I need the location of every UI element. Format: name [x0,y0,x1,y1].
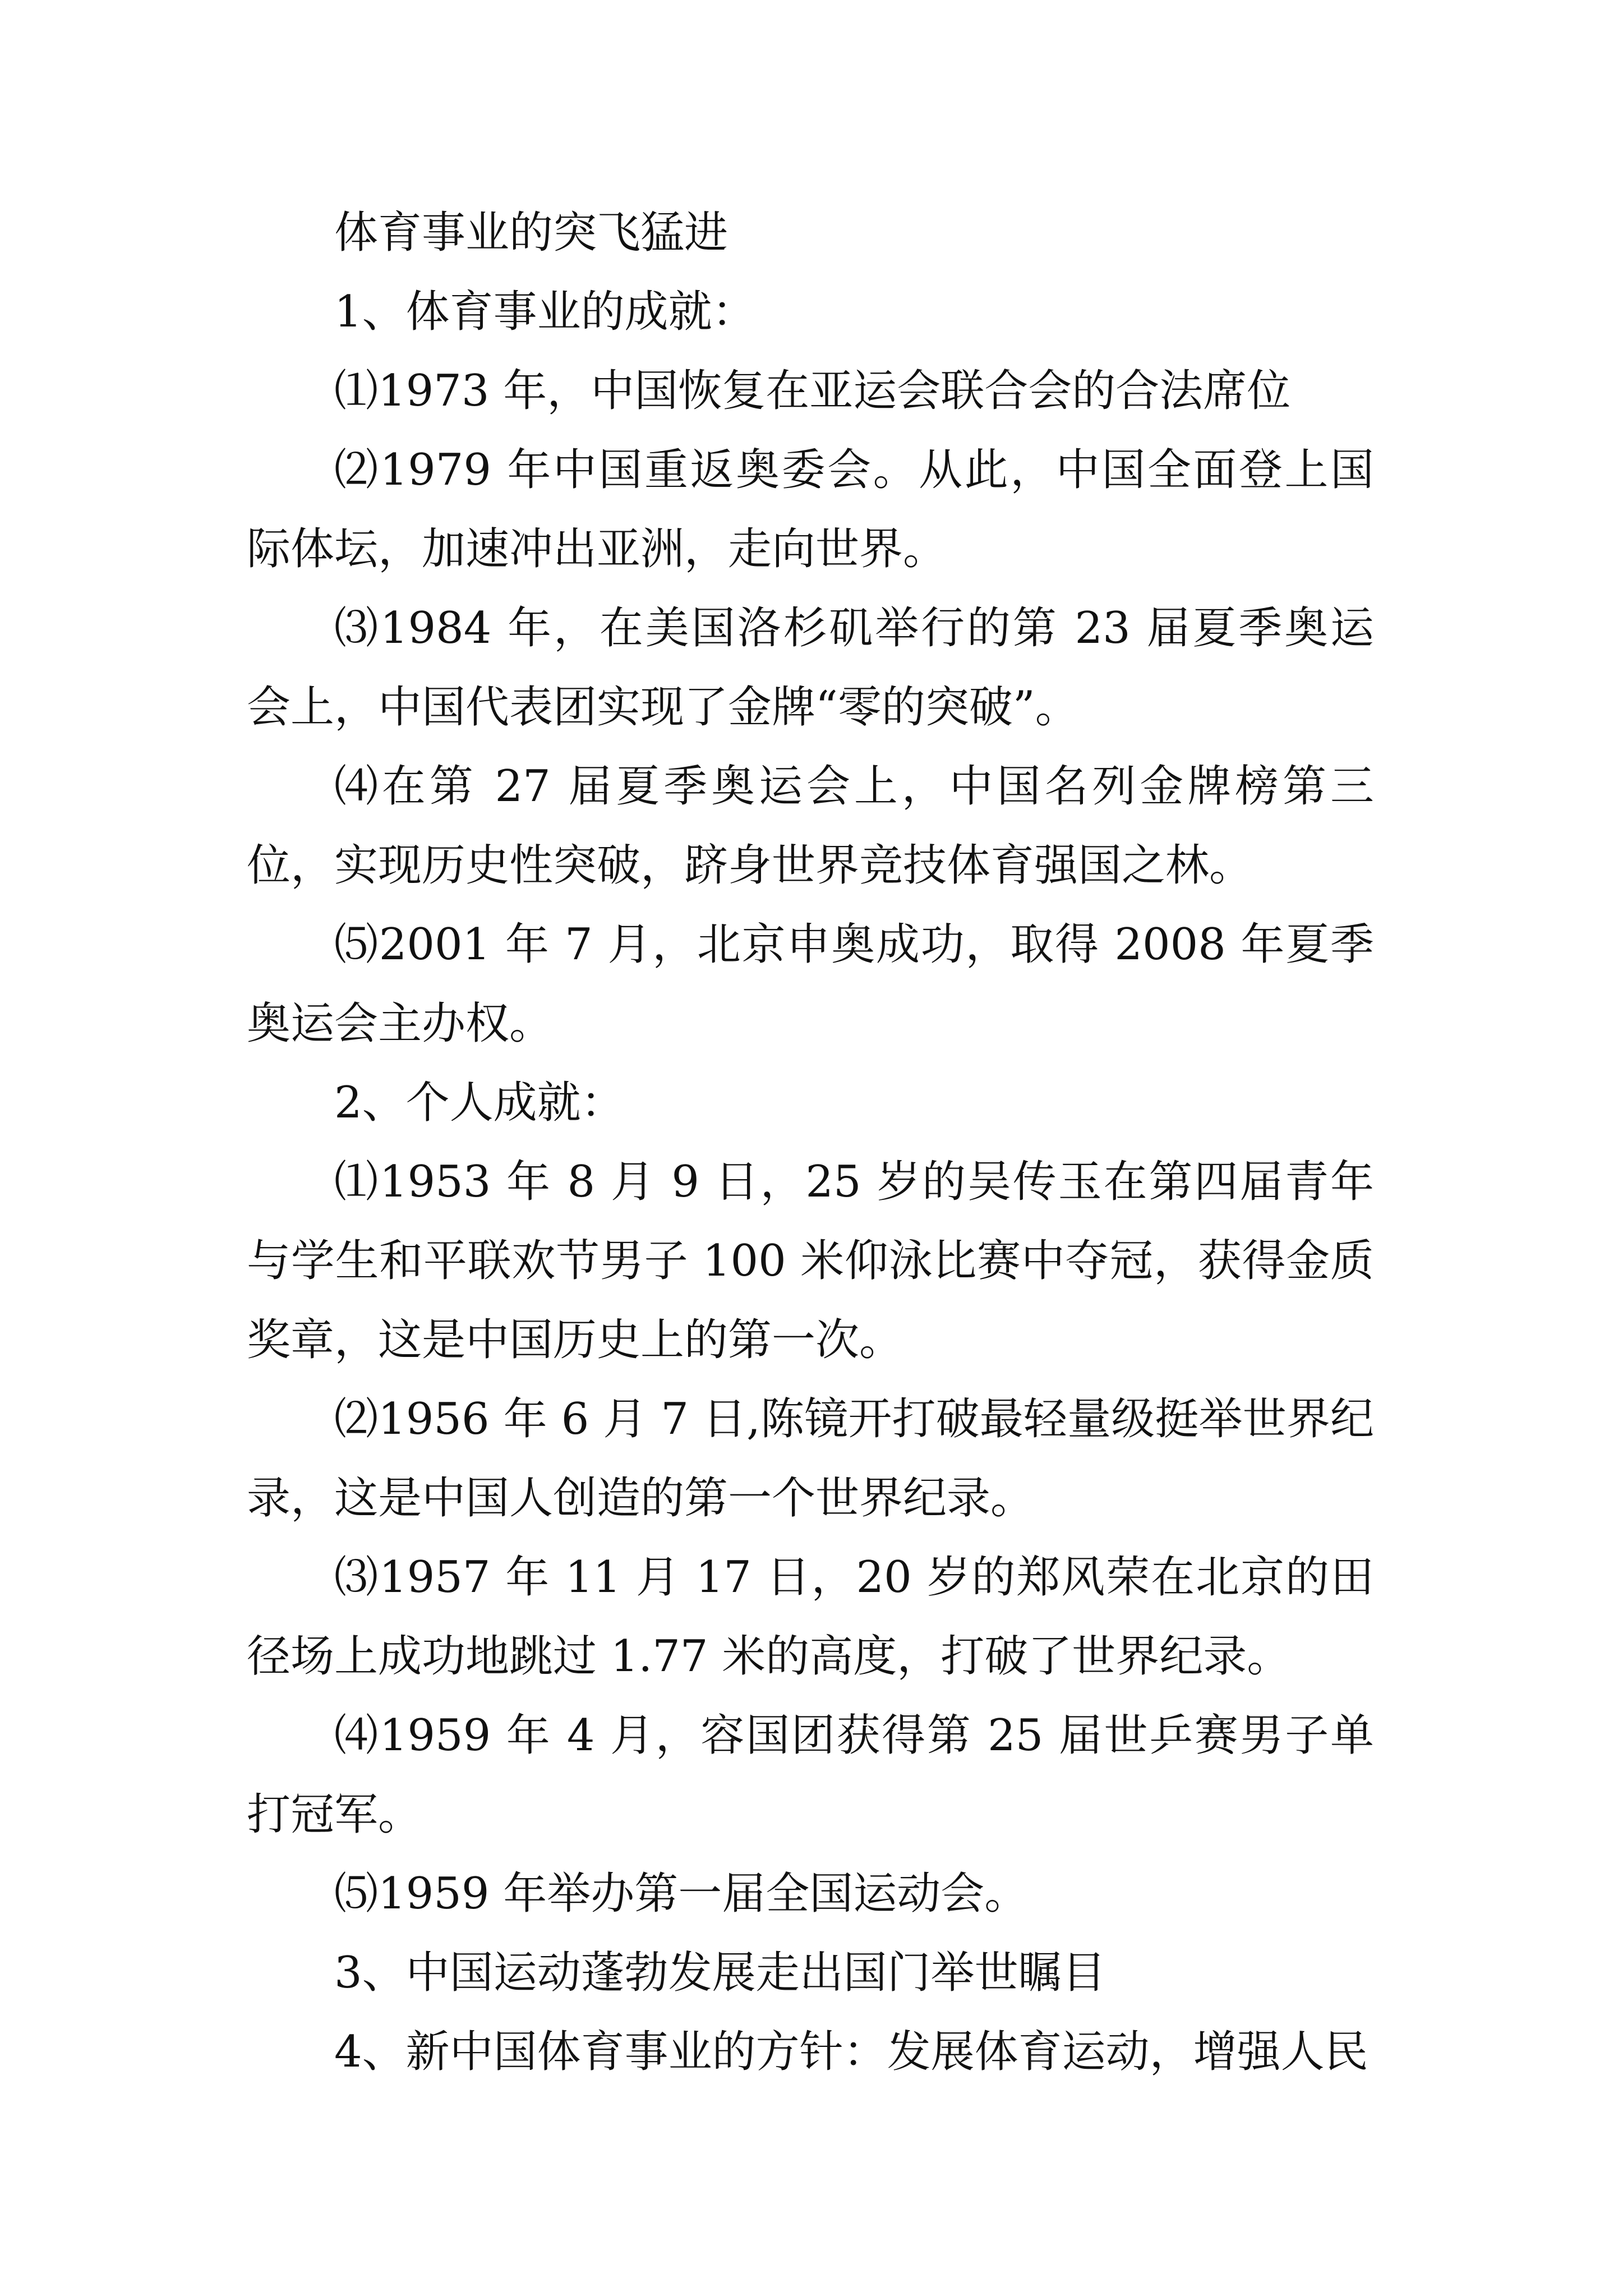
subheading-policy: 4、新中国体育事业的方针：发展体育运动，增强人民 [334,2027,1368,2077]
list-item: ⑸2001 年 7 月，北京申奥成功，取得 2008 年夏季奥运会主办权。 [247,919,1374,1049]
list-item: ⑷1959 年 4 月，容国团获得第 25 届世乒赛男子单打冠军。 [247,1710,1374,1840]
document-body [247,194,1374,2092]
subheading-international: 3、中国运动蓬勃发展走出国门举世瞩目 [334,1948,1106,1998]
list-item: ⑴1973 年，中国恢复在亚运会联合会的合法席位 [334,366,1291,416]
list-item: ⑶1957 年 11 月 17 日，20 岁的郑风荣在北京的田径场上成功地跳过 1.77 米的高度，打破了世界纪录。 [247,1552,1374,1682]
list-item: ⑶1984 年，在美国洛杉矶举行的第 23 届夏季奥运会上，中国代表团实现了金牌“零的突破”。 [247,603,1374,733]
list-item: ⑵1979 年中国重返奥委会。从此，中国全面登上国际体坛，加速冲出亚洲，走向世界。 [247,445,1374,574]
list-item: ⑷在第 27 届夏季奥运会上，中国名列金牌榜第三位，实现历史性突破，跻身世界竞技体育强国之林。 [247,761,1374,891]
list-item: ⑵1956 年 6 月 7 日,陈镜开打破最轻量级挺举世界纪录，这是中国人创造的第一个世界纪录。 [247,1394,1374,1524]
subheading-achievements: 1、体育事业的成就： [334,287,756,337]
list-item: ⑸1959 年举办第一届全国运动会。 [334,1869,1029,1919]
list-item: ⑴1953 年 8 月 9 日，25 岁的吴传玉在第四届青年与学生和平联欢节男子 100 米仰泳比赛中夺冠，获得金质奖章，这是中国历史上的第一次。 [247,1157,1374,1365]
subheading-personal: 2、个人成就： [334,1078,625,1128]
section-heading: 体育事业的突飞猛进 [334,208,728,258]
